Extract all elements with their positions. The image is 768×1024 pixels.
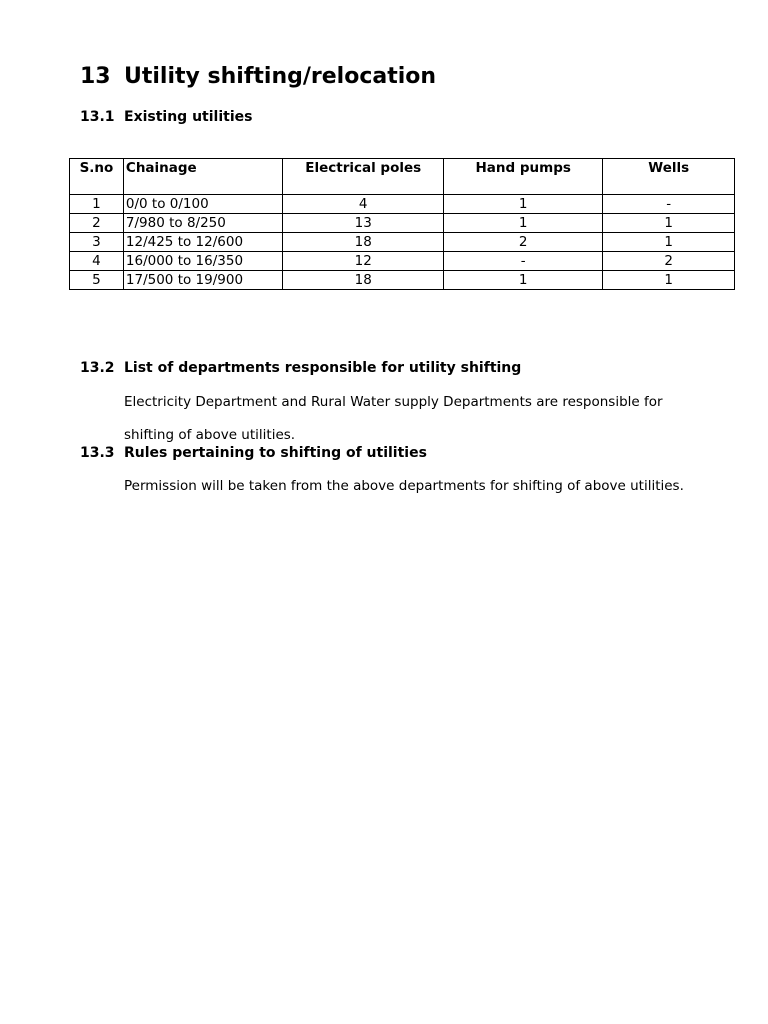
- cell-sno: 1: [70, 195, 124, 214]
- section-title: Rules pertaining to shifting of utilities: [124, 445, 427, 461]
- table-row: [70, 214, 735, 233]
- table-row: [70, 252, 735, 271]
- header-hand-pumps: Hand pumps: [443, 159, 602, 195]
- cell-hand-pumps: 1: [443, 271, 602, 290]
- cell-hand-pumps: 2: [443, 233, 602, 252]
- section-number: 13.1: [80, 109, 115, 125]
- chapter-heading: [80, 64, 436, 89]
- chapter-title: Utility shifting/relocation: [124, 64, 437, 89]
- cell-wells: 2: [603, 252, 735, 271]
- cell-chainage: 0/0 to 0/100: [123, 195, 283, 214]
- cell-electrical-poles: 13: [283, 214, 444, 233]
- section-heading-13-1: [80, 109, 252, 125]
- paragraph-13-3: Permission will be taken from the above departments for shifting of above utilities.: [124, 478, 684, 494]
- utilities-table: [69, 158, 735, 290]
- cell-sno: 3: [70, 233, 124, 252]
- cell-electrical-poles: 18: [283, 233, 444, 252]
- section-title: List of departments responsible for utility shifting: [124, 360, 522, 376]
- cell-sno: 4: [70, 252, 124, 271]
- cell-chainage: 12/425 to 12/600: [123, 233, 283, 252]
- table-row: [70, 195, 735, 214]
- header-electrical-poles: Electrical poles: [283, 159, 444, 195]
- header-sno: S.no: [70, 159, 124, 195]
- cell-hand-pumps: 1: [443, 214, 602, 233]
- paragraph-13-2-line1: Electricity Department and Rural Water supply Departments are responsible for: [124, 394, 663, 410]
- header-chainage: Chainage: [123, 159, 283, 195]
- table-header-row: [70, 159, 735, 195]
- cell-electrical-poles: 12: [283, 252, 444, 271]
- section-number: 13.2: [80, 360, 115, 376]
- cell-hand-pumps: 1: [443, 195, 602, 214]
- cell-electrical-poles: 4: [283, 195, 444, 214]
- cell-wells: 1: [603, 214, 735, 233]
- cell-hand-pumps: -: [443, 252, 602, 271]
- cell-electrical-poles: 18: [283, 271, 444, 290]
- cell-wells: 1: [603, 271, 735, 290]
- paragraph-13-2-line2: shifting of above utilities.: [124, 427, 296, 443]
- cell-sno: 5: [70, 271, 124, 290]
- cell-wells: 1: [603, 233, 735, 252]
- section-heading-13-3: [80, 445, 427, 461]
- cell-chainage: 16/000 to 16/350: [123, 252, 283, 271]
- section-title: Existing utilities: [124, 109, 253, 125]
- chapter-number: 13: [80, 64, 111, 89]
- cell-chainage: 17/500 to 19/900: [123, 271, 283, 290]
- section-heading-13-2: [80, 360, 521, 376]
- table-row: [70, 233, 735, 252]
- section-number: 13.3: [80, 445, 115, 461]
- header-wells: Wells: [603, 159, 735, 195]
- cell-chainage: 7/980 to 8/250: [123, 214, 283, 233]
- table-row: [70, 271, 735, 290]
- cell-sno: 2: [70, 214, 124, 233]
- cell-wells: -: [603, 195, 735, 214]
